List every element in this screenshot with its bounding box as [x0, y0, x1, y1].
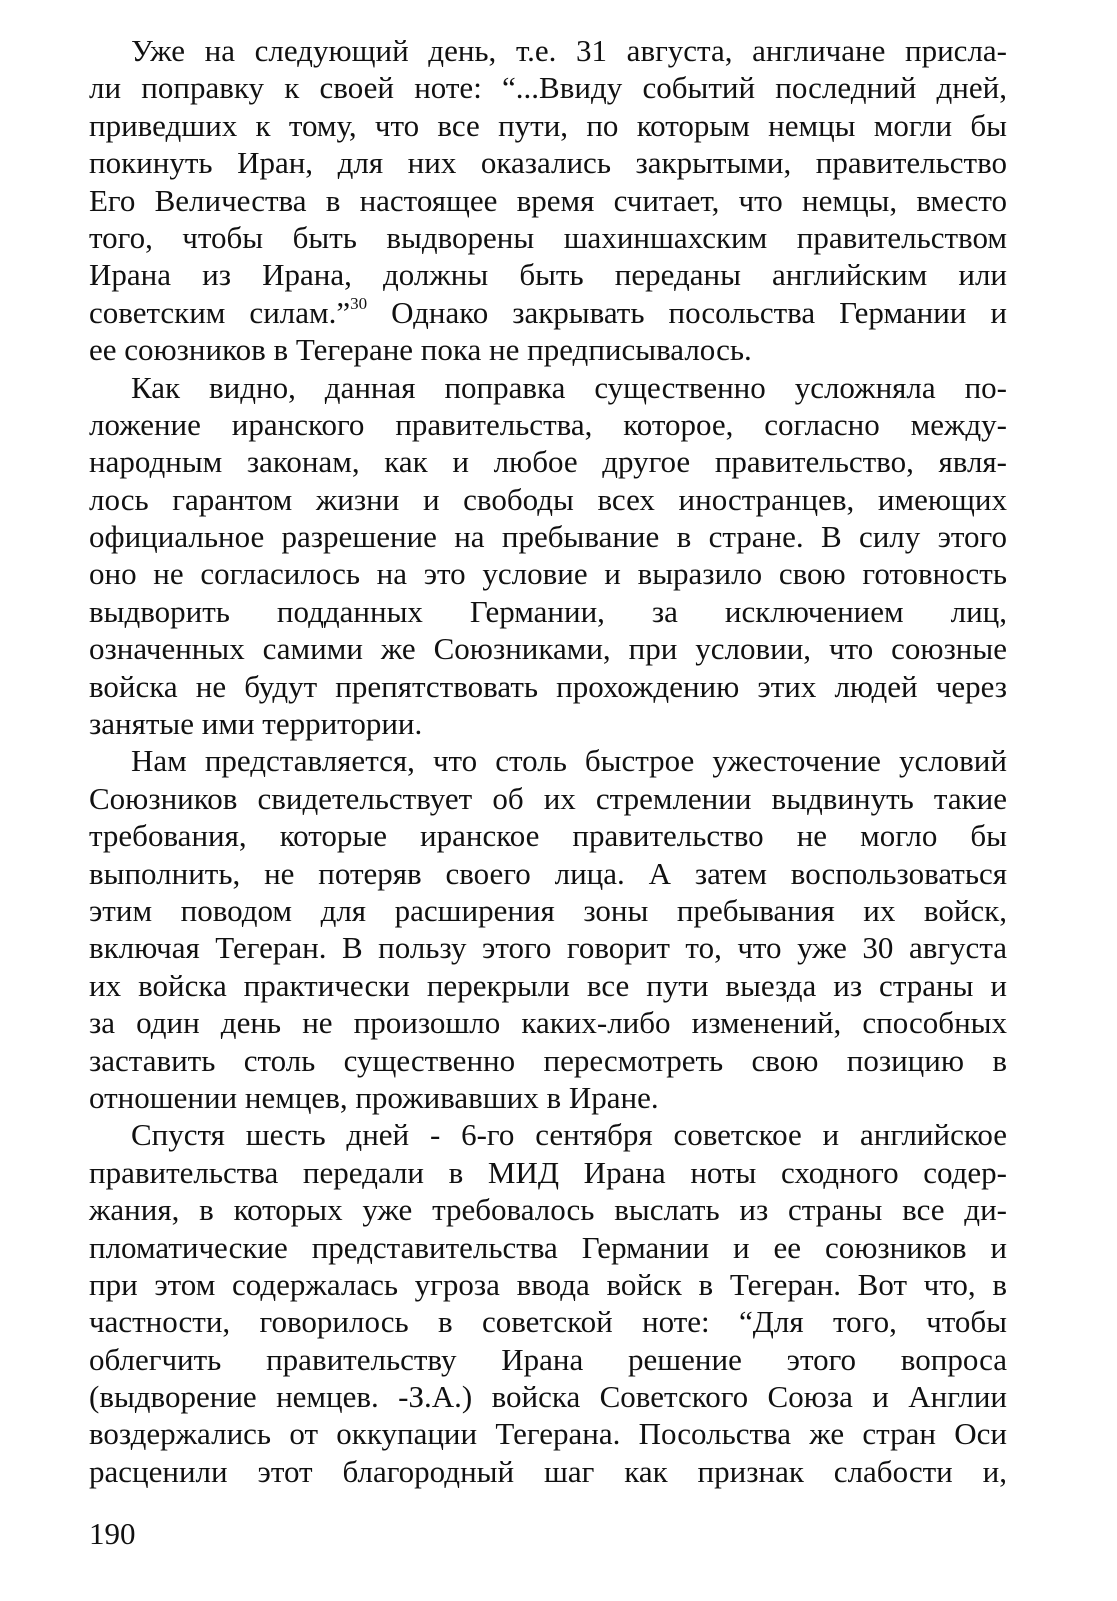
text-segment: Однако закрывать посольства Германии и [367, 294, 1007, 330]
text-line: Спустя шесть дней - 6-го сентября советское и английское [131, 1117, 1007, 1153]
text-line: Союзников свидетельствует об их стремлении выдвинуть такие [89, 780, 1007, 816]
text-line: оно не согласилось на это условие и выразило свою готовность [89, 556, 1007, 592]
text-line: Нам представляется, что столь быстрое ужесточение условий [131, 743, 1007, 779]
text-line: частности, говорилось в советской ноте: “Для того, чтобы [89, 1304, 1007, 1340]
paragraph-1 [89, 32, 1007, 369]
paragraph-4 [89, 1116, 1007, 1490]
text-line: лось гарантом жизни и свободы всех иностранцев, имеющих [89, 481, 1007, 517]
text-line: отношении немцев, проживавших в Иране. [89, 1079, 659, 1115]
text-line: ложение иранского правительства, которое, согласно между- [89, 406, 1007, 442]
text-line: ее союзников в Тегеране пока не предписывалось. [89, 332, 752, 368]
text-line: покинуть Иран, для них оказались закрытыми, правительство [89, 145, 1007, 181]
paragraph-2 [89, 369, 1007, 743]
text-line: приведших к тому, что все пути, по которым немцы могли бы [89, 107, 1007, 143]
text-line: пломатические представительства Германии и ее союзников и [89, 1229, 1007, 1265]
text-line: расценили этот благородный шаг как признак слабости и, [89, 1453, 1007, 1489]
paragraph-3 [89, 742, 1007, 1116]
text-line: правительства передали в МИД Ирана ноты сходного содер- [89, 1154, 1007, 1190]
text-line: заставить столь существенно пересмотреть свою позицию в [89, 1042, 1007, 1078]
text-line: войска не будут препятствовать прохождению этих людей через [89, 668, 1007, 704]
text-line: включая Тегеран. В пользу этого говорит то, что уже 30 августа [89, 930, 1007, 966]
text-line: за один день не произошло каких-либо изменений, способных [89, 1005, 1007, 1041]
text-line: занятые ими территории. [89, 706, 423, 742]
text-line: Его Величества в настоящее время считает, что немцы, вместо [89, 182, 1007, 218]
text-line: Ирана из Ирана, должны быть переданы английским или [89, 257, 1007, 293]
text-segment: советским силам.” [89, 294, 351, 330]
page-number: 190 [89, 1516, 136, 1551]
text-line: (выдворение немцев. -З.А.) войска Советского Союза и Англии [89, 1379, 1007, 1415]
text-line: Уже на следующий день, т.е. 31 августа, англичане присла- [131, 33, 1007, 68]
text-line: облегчить правительству Ирана решение этого вопроса [89, 1341, 1007, 1377]
text-line: требования, которые иранское правительство не могло бы [89, 818, 1007, 854]
text-line: Как видно, данная поправка существенно усложняла по- [131, 369, 1007, 405]
text-line: ли поправку к своей ноте: “...Ввиду событий последний дней, [89, 70, 1007, 106]
text-line: того, чтобы быть выдворены шахиншахским правительством [89, 219, 1007, 255]
text-line: выполнить, не потеряв своего лица. А затем воспользоваться [89, 855, 1007, 891]
text-line: при этом содержалась угроза ввода войск в Тегеран. Вот что, в [89, 1266, 1007, 1302]
text-line: этим поводом для расширения зоны пребывания их войск, [89, 892, 1007, 928]
text-line: народным законам, как и любое другое правительство, явля- [89, 444, 1007, 480]
text-line: означенных самими же Союзниками, при условии, что союзные [89, 631, 1007, 667]
text-line: официальное разрешение на пребывание в стране. В силу этого [89, 519, 1007, 555]
text-line: жания, в которых уже требовалось выслать из страны все ди- [89, 1192, 1007, 1228]
text-line: выдворить подданных Германии, за исключением лиц, [89, 593, 1007, 629]
text-line-with-footnote [89, 294, 1007, 331]
text-line: их войска практически перекрыли все пути выезда из страны и [89, 967, 1007, 1003]
footnote-reference: 30 [350, 294, 368, 314]
page-body [89, 32, 1007, 1490]
text-line: воздержались от оккупации Тегерана. Посольства же стран Оси [89, 1416, 1007, 1452]
